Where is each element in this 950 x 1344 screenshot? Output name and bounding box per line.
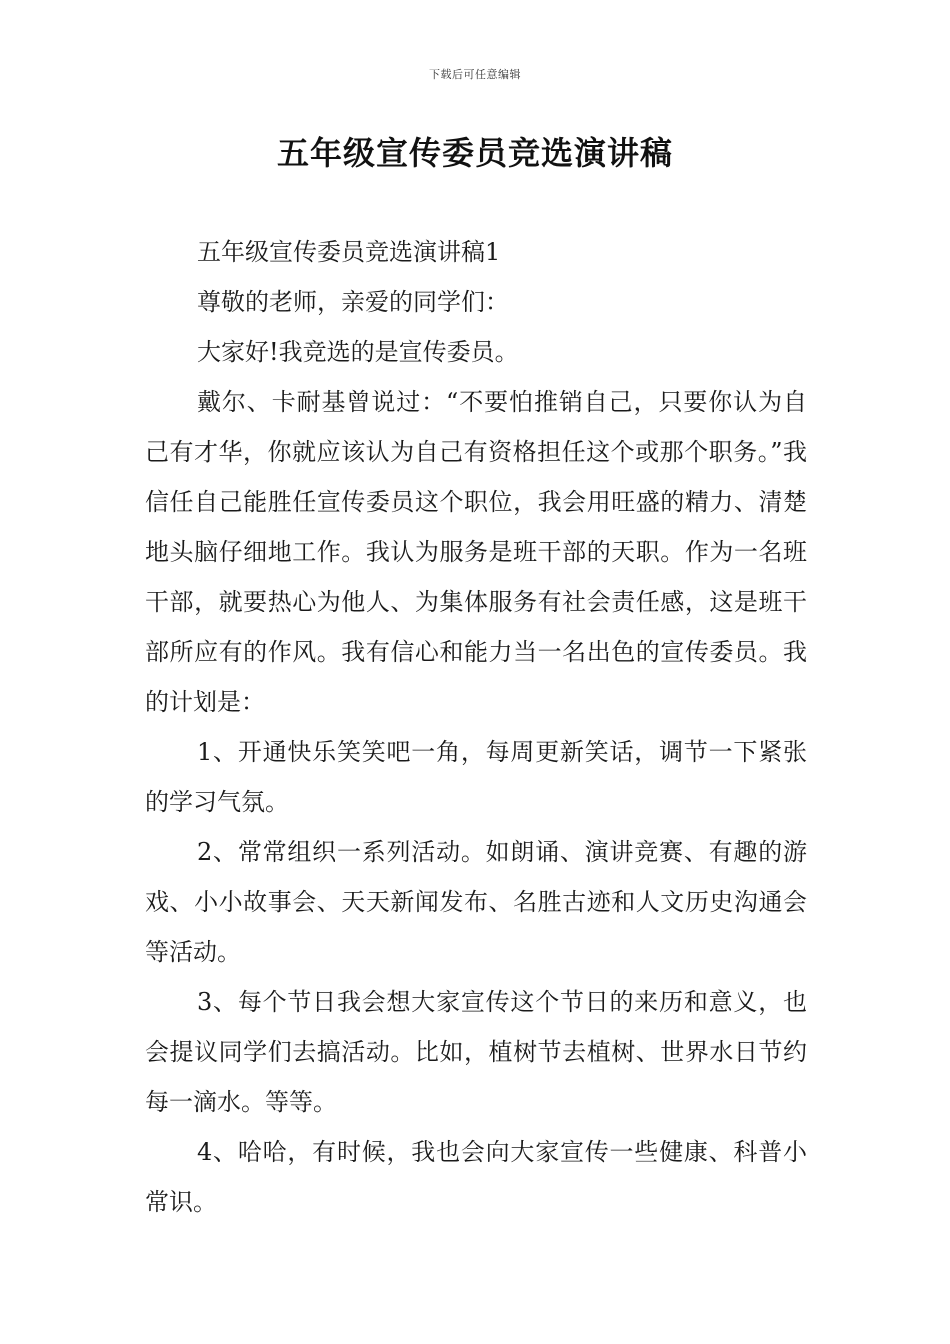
paragraph-salutation: 尊敬的老师，亲爱的同学们： — [197, 288, 509, 316]
paragraph-plan-2: 2、常常组织一系列活动。如朗诵、演讲竞赛、有趣的游戏、小小故事会、天天新闻发布、名胜古迹和人文历史沟通会等活动。 — [145, 838, 807, 966]
paragraph-plan-3: 3、每个节日我会想大家宣传这个节日的来历和意义，也会提议同学们去搞活动。比如，植树节去植树、世界水日节约每一滴水。等等。 — [145, 988, 807, 1116]
paragraph-subtitle: 五年级宣传委员竞选演讲稿1 — [197, 238, 501, 266]
paragraph-plan-4: 4、哈哈，有时候，我也会向大家宣传一些健康、科普小常识。 — [145, 1138, 807, 1216]
document-title: 五年级宣传委员竞选演讲稿 — [276, 134, 673, 172]
page-header-note: 下载后可任意编辑 — [429, 68, 521, 81]
paragraph-greeting: 大家好!我竞选的是宣传委员。 — [197, 338, 519, 366]
document-body — [145, 227, 807, 1227]
paragraph-plan-1: 1、开通快乐笑笑吧一角，每周更新笑话，调节一下紧张的学习气氛。 — [145, 738, 807, 816]
paragraph-intro: 戴尔、卡耐基曾说过：“不要怕推销自己，只要你认为自己有才华，你就应该认为自己有资格担任这个或那个职务。”我信任自己能胜任宣传委员这个职位，我会用旺盛的精力、清楚地头脑仔细地工作。我认为服务是班干部的天职。作为一名班干部，就要热心为他人、为集体服务有社会责任感，这是班干部所应有的作风。我有信心和能力当一名出色的宣传委员。我的计划是： — [145, 388, 807, 716]
